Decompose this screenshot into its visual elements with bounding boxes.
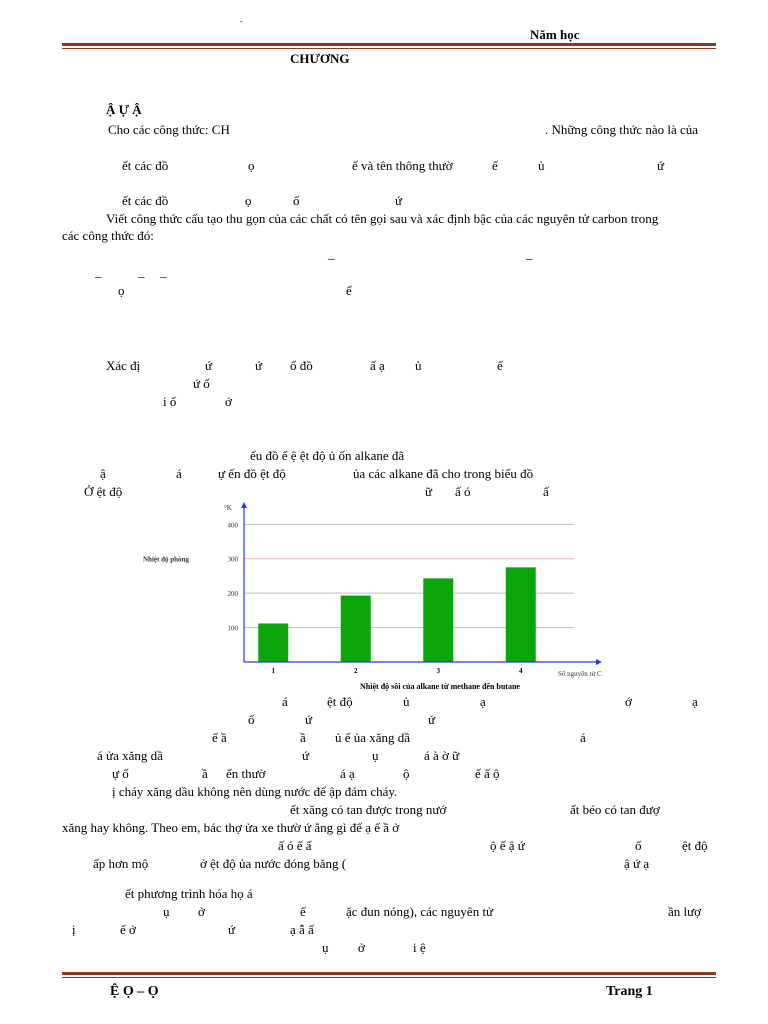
footer-rule — [62, 972, 716, 978]
chapter-title: CHƯƠNG — [290, 51, 350, 66]
text-line-l19a: á ửa xăng dầ — [97, 748, 163, 763]
text-line-l1: Ậ Ự Ậ — [106, 102, 142, 117]
text-line-l10g: ế — [497, 358, 503, 373]
text-line-l8b: _ — [138, 264, 145, 279]
text-line-l22a: ết xăng có tan được trong nướ — [290, 802, 447, 817]
text-line-l3d: ế — [492, 158, 498, 173]
page-number: Trang 1 — [606, 984, 653, 999]
text-line-l15a: Ở ệt độ — [84, 484, 123, 499]
text-line-l15b: ữ — [425, 484, 433, 499]
header-dot: - — [240, 17, 243, 26]
text-line-l29c: i ệ — [413, 940, 426, 955]
text-line-l10f: ủ — [415, 358, 422, 373]
text-line-l20f: ế ấ ộ — [475, 766, 500, 781]
y-tick-label-200: 200 — [227, 590, 238, 599]
text-line-l19b: ứ — [302, 748, 310, 763]
text-line-l27b: ở — [198, 904, 205, 919]
boiling-point-chart — [140, 500, 620, 696]
text-line-l17c: ứ — [428, 712, 436, 727]
text-line-l3a: ết các đồ — [122, 158, 169, 173]
text-line-l13: ểu đồ ế ệ ệt độ ủ ốn alkane đã — [250, 448, 405, 463]
text-line-l3f: ứ — [657, 158, 665, 173]
x-tick-label-4: 4 — [519, 667, 523, 675]
text-line-l8a: _ — [95, 264, 102, 279]
x-axis-arrow — [596, 659, 602, 665]
text-line-l2b: . Những công thức nào là của — [545, 122, 699, 137]
text-line-l14a: ậ — [100, 466, 106, 481]
text-line-l17b: ứ — [305, 712, 313, 727]
text-line-l20c: ến thườ — [226, 766, 266, 781]
text-line-l4d: ứ — [395, 193, 403, 208]
text-line-l15c: ấ ó — [455, 484, 471, 499]
text-line-l26: ết phương trình hóa họ á — [125, 886, 253, 901]
text-line-l16a: á — [282, 694, 288, 709]
text-line-l16e: ớ — [625, 694, 632, 709]
text-line-l28d: ạ ẫ ấ — [290, 922, 314, 937]
text-line-l25a: ấp hơn mộ — [93, 856, 149, 871]
text-line-l10c: ứ — [255, 358, 263, 373]
text-line-l5: Viết công thức cấu tạo thu gọn của các chất có tên gọi sau và xác định bậc của các nguyên tử carbon trong — [106, 211, 659, 226]
y-tick-label-400: 400 — [227, 521, 238, 530]
text-line-l12a: i ố — [163, 394, 177, 409]
text-line-l27a: ụ — [163, 904, 170, 919]
text-line-l10a: Xác đị — [106, 358, 141, 373]
text-line-l15d: ấ — [543, 484, 549, 499]
text-line-l6: các công thức đó: — [62, 228, 154, 243]
text-line-l28a: ị — [72, 922, 76, 937]
y-tick-label-300: 300 — [227, 555, 238, 564]
text-line-l21: ị cháy xăng dầu không nên dùng nước để ập đám cháy. — [112, 784, 398, 799]
text-line-l24c: ố — [635, 838, 642, 853]
text-line-l18c: ủ ế ủa xăng dầ — [335, 730, 411, 745]
text-line-l16c: ủ — [403, 694, 410, 709]
text-line-l4b: ọ — [245, 193, 252, 208]
text-line-l19d: á à ờ ữ — [424, 748, 460, 763]
text-line-l16d: ạ — [480, 694, 486, 709]
bar-2 — [341, 596, 371, 662]
text-line-l10b: ứ — [205, 358, 213, 373]
x-axis-label: Số nguyên tử C — [558, 670, 602, 678]
text-line-l14b: á — [176, 466, 182, 481]
footer-title: Ệ Ọ – Ọ — [110, 984, 159, 999]
text-line-l20d: á ạ — [340, 766, 355, 781]
header-rule — [62, 43, 716, 49]
text-line-l3b: ọ — [248, 158, 255, 173]
text-line-l3c: ế và tên thông thườ — [352, 158, 453, 173]
text-line-l9b: ế — [346, 283, 352, 298]
text-line-l27c: ế — [300, 904, 306, 919]
text-line-l12b: ớ — [225, 394, 232, 409]
text-line-l29b: ở — [358, 940, 365, 955]
school-year-label: Năm học — [530, 27, 580, 42]
text-line-l4c: ố — [293, 193, 300, 208]
text-line-l18b: ầ — [300, 730, 306, 745]
text-line-l3e: ủ — [538, 158, 545, 173]
y-axis-label: Nhiệt độ phòng — [143, 555, 189, 564]
chart-title: Nhiệt độ sôi của alkane từ methane đến butane — [360, 682, 520, 691]
text-line-l18a: ế ầ — [212, 730, 227, 745]
text-line-l8c: _ — [160, 264, 167, 279]
text-line-l17a: ố — [248, 712, 255, 727]
x-tick-label-3: 3 — [436, 667, 440, 675]
text-line-l23: xăng hay không. Theo em, bác thợ ửa xe thườ ứ ằng gì để ạ ế ầ ở — [62, 820, 400, 835]
text-line-l28c: ứ — [228, 922, 236, 937]
y-unit-label: °K — [224, 504, 232, 512]
text-line-l22b: ất béo có tan đượ — [570, 802, 660, 817]
text-line-l24b: ộ ế ậ ứ — [490, 838, 525, 853]
text-line-l7b: _ — [526, 246, 533, 261]
y-tick-label-100: 100 — [227, 624, 238, 633]
text-line-l27d: ặc đun nóng), các nguyên tử — [346, 904, 494, 919]
text-line-l20b: ầ — [202, 766, 208, 781]
bar-3 — [423, 578, 453, 662]
text-line-l25b: ở ệt độ ủa nước đóng băng ( — [200, 856, 347, 871]
x-tick-label-2: 2 — [354, 667, 358, 675]
text-line-l14c: ự ến đồ ệt độ — [218, 466, 286, 481]
text-line-l25c: ậ ứ ạ — [624, 856, 650, 871]
text-line-l4a: ết các đồ — [122, 193, 169, 208]
text-line-l28b: ế ở — [120, 922, 136, 937]
text-line-l24d: ệt độ — [682, 838, 708, 853]
bar-1 — [258, 623, 288, 662]
y-axis-arrow — [241, 502, 247, 508]
text-line-l14d: ủa các alkane đã cho trong biểu đồ — [353, 466, 534, 481]
text-line-l16f: ạ — [692, 694, 698, 709]
text-line-l10d: ố đồ — [290, 358, 313, 373]
text-line-l7a: _ — [328, 246, 335, 261]
text-line-l18d: á — [580, 730, 586, 745]
text-line-l16b: ệt độ — [327, 694, 353, 709]
bar-4 — [506, 567, 536, 662]
x-tick-label-1: 1 — [271, 667, 275, 675]
text-line-l27e: ần lượ — [668, 904, 702, 919]
text-line-l10e: ấ ạ — [370, 358, 385, 373]
text-line-l11a: ứ ố — [193, 376, 210, 391]
text-line-l24a: ấ ó ế ấ — [278, 838, 312, 853]
text-line-l9a: ọ — [118, 283, 125, 298]
text-line-l20a: ự ố — [112, 766, 129, 781]
text-line-l2: Cho các công thức: CH — [108, 122, 230, 137]
text-line-l19c: ụ — [372, 748, 379, 763]
text-line-l29a: ụ — [322, 940, 329, 955]
text-line-l20e: ộ — [403, 766, 410, 781]
